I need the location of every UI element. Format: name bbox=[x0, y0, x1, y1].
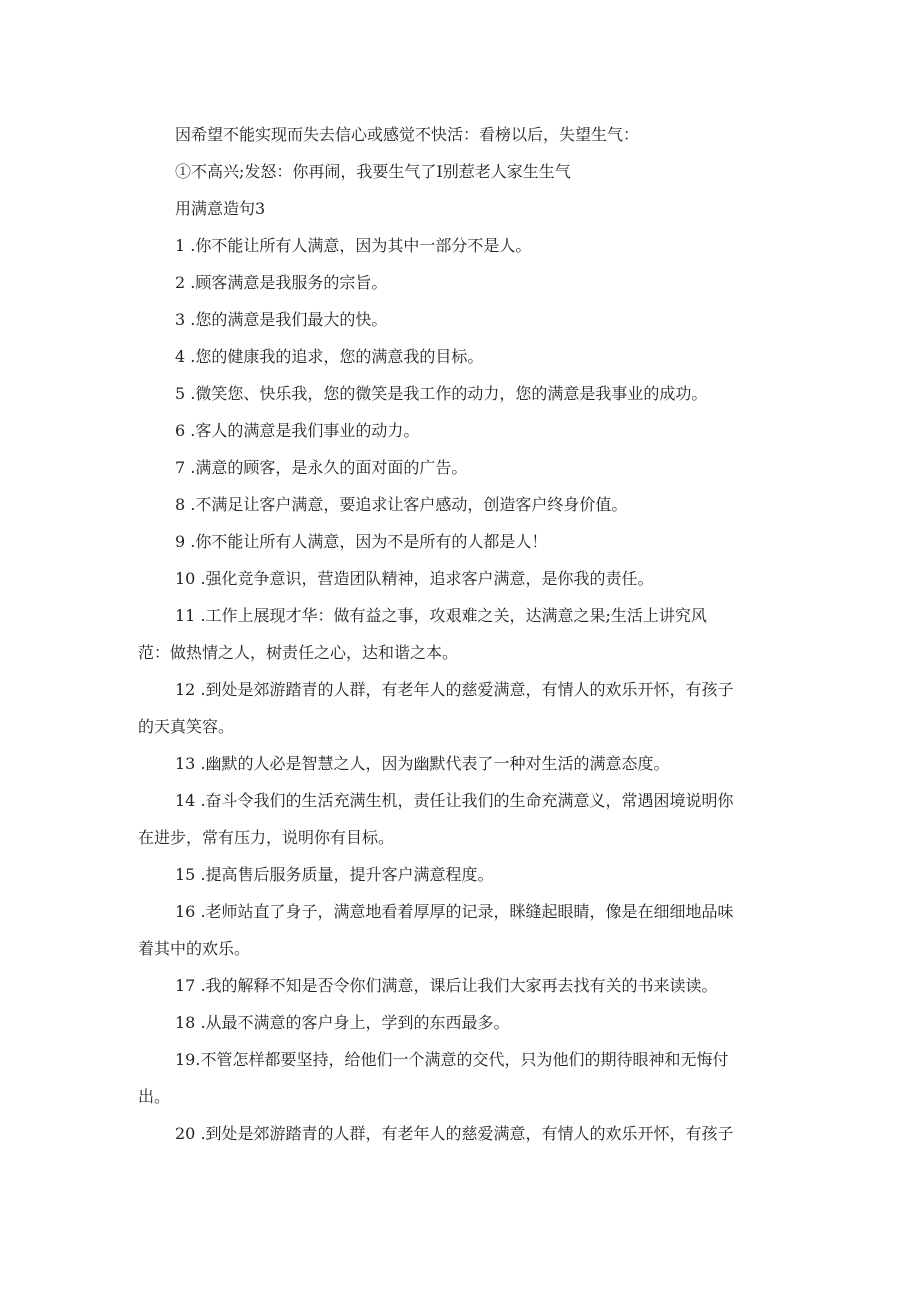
list-item: 8 .不满足让客户满意，要追求让客户感动，创造客户终身价值。 bbox=[175, 495, 628, 514]
list-item: 9 .你不能让所有人满意，因为不是所有的人都是人！ bbox=[175, 532, 548, 551]
list-item: 3 .您的满意是我们最大的快。 bbox=[175, 310, 388, 329]
intro-line-2: ①不高兴;发怒：你再闹，我要生气了I别惹老人家生生气 bbox=[175, 162, 571, 181]
list-item bbox=[138, 893, 770, 967]
list-item-line: 16 .老师站直了身子，满意地看着厚厚的记录，眯缝起眼睛，像是在细细地品味 bbox=[175, 902, 734, 921]
list-item-continuation: 着其中的欢乐。 bbox=[138, 939, 251, 958]
list-item: 10 .强化竞争意识，营造团队精神，追求客户满意，是你我的责任。 bbox=[175, 569, 654, 588]
list-item: 4 .您的健康我的追求，您的满意我的目标。 bbox=[175, 347, 484, 366]
list-item-continuation: 范：做热情之人，树责任之心，达和谐之本。 bbox=[138, 643, 459, 662]
list-item-line: 14 .奋斗令我们的生活充满生机，责任让我们的生命充满意义，常遇困境说明你 bbox=[175, 791, 734, 810]
list-item: 17 .我的解释不知是否令你们满意，课后让我们大家再去找有关的书来读读。 bbox=[175, 976, 718, 995]
list-item-line: 12 .到处是郊游踏青的人群，有老年人的慈爱满意，有情人的欢乐开怀，有孩子 bbox=[175, 680, 734, 699]
list-item bbox=[138, 597, 770, 671]
list-item: 6 .客人的满意是我们事业的动力。 bbox=[175, 421, 420, 440]
list-item-line: 19.不管怎样都要坚持，给他们一个满意的交代，只为他们的期待眼神和无悔付 bbox=[175, 1050, 729, 1069]
list-item: 7 .满意的顾客，是永久的面对面的广告。 bbox=[175, 458, 468, 477]
intro-line-1: 因希望不能实现而失去信心或感觉不快活：看榜以后，失望生气： bbox=[175, 125, 640, 144]
list-item bbox=[138, 671, 770, 745]
list-item: 13 .幽默的人必是智慧之人，因为幽默代表了一种对生活的满意态度。 bbox=[175, 754, 670, 773]
list-item: 15 .提高售后服务质量，提升客户满意程度。 bbox=[175, 865, 494, 884]
section-title: 用满意造句3 bbox=[175, 199, 266, 218]
list-item-continuation: 的天真笑容。 bbox=[138, 717, 235, 736]
list-item-continuation: 出。 bbox=[138, 1087, 171, 1106]
list-item-line: 11 .工作上展现才华：做有益之事，攻艰难之关，达满意之果;生活上讲究风 bbox=[175, 606, 707, 625]
list-item-continuation: 在进步，常有压力，说明你有目标。 bbox=[138, 828, 395, 847]
list-item bbox=[138, 1041, 770, 1115]
list-item: 20 .到处是郊游踏青的人群，有老年人的慈爱满意，有情人的欢乐开怀，有孩子 bbox=[175, 1124, 734, 1143]
list-item bbox=[138, 782, 770, 856]
list-item: 5 .微笑您、快乐我，您的微笑是我工作的动力，您的满意是我事业的成功。 bbox=[175, 384, 708, 403]
list-item: 18 .从最不满意的客户身上，学到的东西最多。 bbox=[175, 1013, 510, 1032]
list-item: 1 .你不能让所有人满意，因为其中一部分不是人。 bbox=[175, 236, 532, 255]
list-item: 2 .顾客满意是我服务的宗旨。 bbox=[175, 273, 388, 292]
